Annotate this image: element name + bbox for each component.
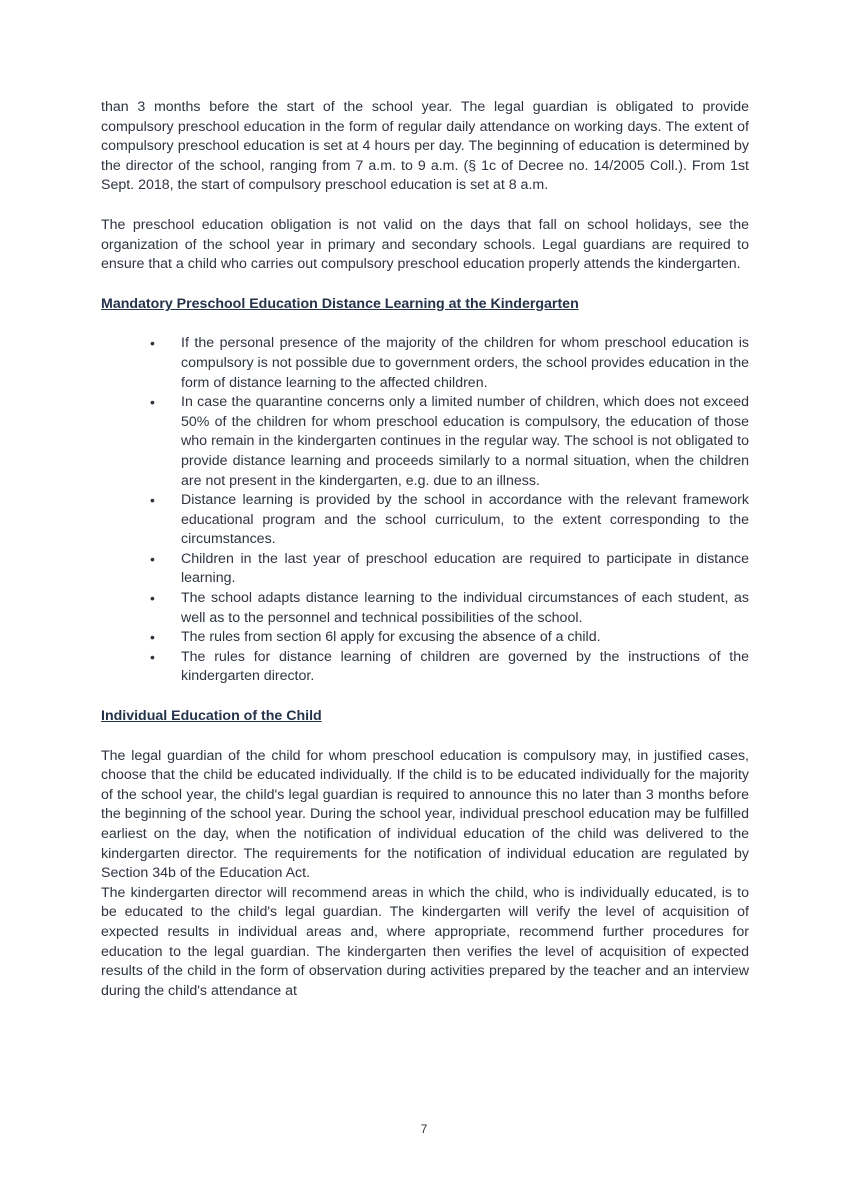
bullet-icon: • [150,550,155,567]
list-item [150,589,749,628]
bullet-icon: • [150,394,155,411]
list-item [150,550,749,589]
list-item [150,393,749,491]
list-item-text: In case the quarantine concerns only a limited number of children, which does not exceed 50% of the children for whom preschool education is compulsory, the education of those who remain in the kindergarten continues in the regular way. The school is not obligated to provide distance learning and proceeds similarly to a normal situation, when the children are not present in the kindergarten, e.g. due to an illness. [181,394,749,489]
list-item-text: The rules for distance learning of children are governed by the instructions of the kindergarten director. [181,648,749,685]
bullet-icon: • [150,590,155,607]
page-number: 7 [420,1122,428,1136]
distance-learning-list [101,334,749,687]
list-item-text: Children in the last year of preschool education are required to participate in distance learning. [181,550,749,587]
bullet-icon: • [150,648,155,665]
paragraph-individual-choice: The legal guardian of the child for whom preschool education is compulsory may, in justified cases, choose that the child be educated individually. If the child is to be educated individually for the majority of the school year, the child's legal guardian is required to announce this no later than 3 months before the beginning of the school year. During the school year, individual preschool education may be fulfilled earliest on the day, when the notification of individual education of the child was delivered to the kindergarten director. The requirements for the notification of individual education are regulated by Section 34b of the Education Act. [101,747,749,882]
document-page [101,98,749,1001]
paragraph-compulsory-attendance: than 3 months before the start of the school year. The legal guardian is obligated to provide compulsory preschool education in the form of regular daily attendance on working days. The extent of compulsory preschool education is set at 4 hours per day. The beginning of education is determined by the director of the school, ranging from 7 a.m. to 9 a.m. (§ 1c of Decree no. 14/2005 Coll.). From 1st Sept. 2018, the start of compulsory preschool education is set at 8 a.m. [101,99,749,194]
list-item-text: If the personal presence of the majority of the children for whom preschool education is compulsory is not possible due to government orders, the school provides education in the form of distance learning to the affected children. [181,335,749,391]
list-item-text: The rules from section 6l apply for excusing the absence of a child. [181,629,601,646]
list-item [150,648,749,687]
bullet-icon: • [150,335,155,352]
paragraph-director-recommend: The kindergarten director will recommend areas in which the child, who is individually educated, is to be educated to the child's legal guardian. The kindergarten will verify the level of acquisition of expected results in individual areas and, where appropriate, recommend further procedures for education to the legal guardian. The kindergarten then verifies the level of acquisition of expected results of the child in the form of observation during activities prepared by the teacher and an interview during the child's attendance at [101,884,749,999]
list-item [150,628,749,648]
heading-distance-learning: Mandatory Preschool Education Distance Learning at the Kindergarten [101,295,579,312]
heading-individual-education: Individual Education of the Child [101,708,322,725]
paragraph-holidays: The preschool education obligation is not valid on the days that fall on school holidays, see the organization of the school year in primary and secondary schools. Legal guardians are required to ensure that a child who carries out compulsory preschool education properly attends the kindergarten. [101,216,749,273]
list-item-text: The school adapts distance learning to the individual circumstances of each student, as well as to the personnel and technical possibilities of the school. [181,590,749,626]
bullet-icon: • [150,629,155,646]
list-item [150,491,749,550]
list-item-text: Distance learning is provided by the school in accordance with the relevant framework educational program and the school curriculum, to the extent corresponding to the circumstances. [181,492,749,548]
list-item [150,334,749,393]
bullet-icon: • [150,492,155,509]
